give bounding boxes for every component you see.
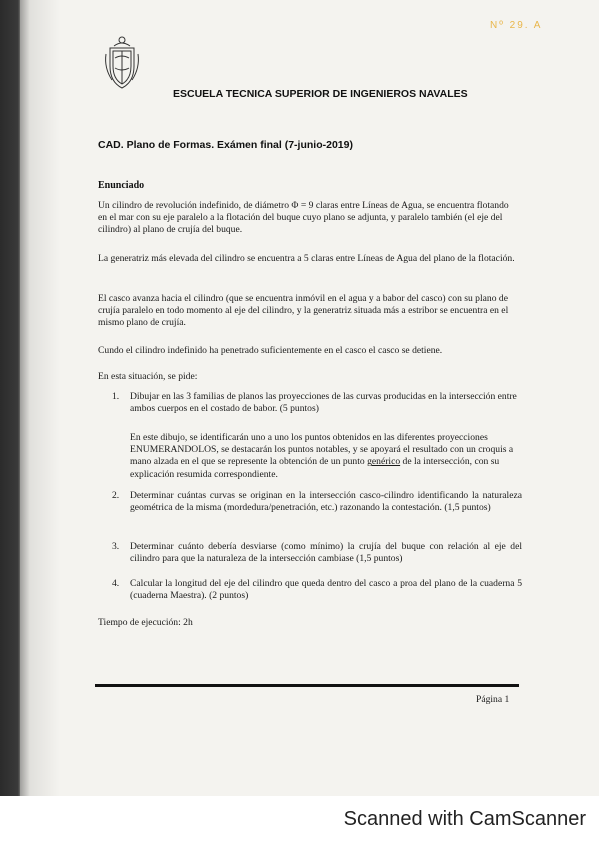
school-crest-icon [100, 34, 144, 92]
task-1-note [112, 432, 522, 481]
task-note [130, 432, 522, 481]
task-item-3 [112, 541, 522, 565]
statement-paragraph-3: El casco avanza hacia el cilindro (que se encuentra inmóvil en el agua y a babor del casco) con su plano de crujía paralelo en todo momento al eje del cilindro, y la generatriz situada más a estribor se encuentra en el mismo plano de crujía. [98, 293, 509, 329]
task-text: Determinar cuántas curvas se originan en la intersección casco-cilindro identificando la naturaleza geométrica de la misma (mordedura/penetración, etc.) razonando la contestación. (1,5 puntos) [130, 490, 522, 514]
task-note-end: de la intersección, con su explicación resumida correspondiente. [130, 456, 500, 480]
task-item-4 [112, 578, 522, 602]
scanner-watermark: Scanned with CamScanner [343, 808, 586, 830]
statement-paragraph-5: En esta situación, se pide: [98, 371, 198, 382]
task-note-underlined: genérico [367, 456, 401, 468]
statement-paragraph-4: Cundo el cilindro indefinido ha penetrado suficientemente en el casco el casco se detiene. [98, 345, 443, 356]
exam-title: CAD. Plano de Formas. Exámen final (7-junio-2019) [98, 139, 353, 151]
task-number: 1. [112, 391, 120, 402]
section-heading: Enunciado [98, 180, 145, 191]
page-reference-mark: Nº 29. A [490, 20, 543, 31]
statement-paragraph-1: Un cilindro de revolución indefinido, de diámetro Φ = 9 claras entre Líneas de Agua, se encuentra flotando en el mar con su eje paralelo a la flotación del buque cuyo plano se adjunta, y paralelo también (el eje del cilindro) al plano de crujía del buque. [98, 200, 509, 236]
page-number: Página 1 [476, 694, 510, 705]
task-note-text: En este dibujo, se identificarán uno a uno los puntos obtenidos en las diferentes proyecciones ENUMERANDOLOS, se destacarán los puntos notables, y se apoyará el resultado con un croquis a mano alzada en el que se represente la obtención de un punto [130, 432, 514, 468]
execution-time: Tiempo de ejecución: 2h [98, 617, 193, 628]
task-number: 3. [112, 541, 120, 552]
task-number: 4. [112, 578, 120, 589]
task-text: Calcular la longitud del eje del cilindro que queda dentro del casco a proa del plano de la cuaderna 5 (cuaderna Maestra). (2 puntos) [130, 578, 522, 602]
footer-rule [95, 684, 519, 687]
task-item-1 [112, 391, 522, 415]
statement-paragraph-2: La generatriz más elevada del cilindro se encuentra a 5 claras entre Líneas de Agua del plano de la flotación. [98, 253, 515, 264]
task-text: Dibujar en las 3 familias de planos las proyecciones de las curvas producidas en la intersección entre ambos cuerpos en el costado de babor. (5 puntos) [130, 391, 517, 415]
task-number: 2. [112, 490, 120, 501]
task-text: Determinar cuánto debería desviarse (como mínimo) la crujía del buque con relación al eje del cilindro para que la naturaleza de la intersección cambiase (1,5 puntos) [130, 541, 522, 565]
task-item-2 [112, 490, 522, 514]
school-name: ESCUELA TECNICA SUPERIOR DE INGENIEROS NAVALES [173, 88, 468, 100]
